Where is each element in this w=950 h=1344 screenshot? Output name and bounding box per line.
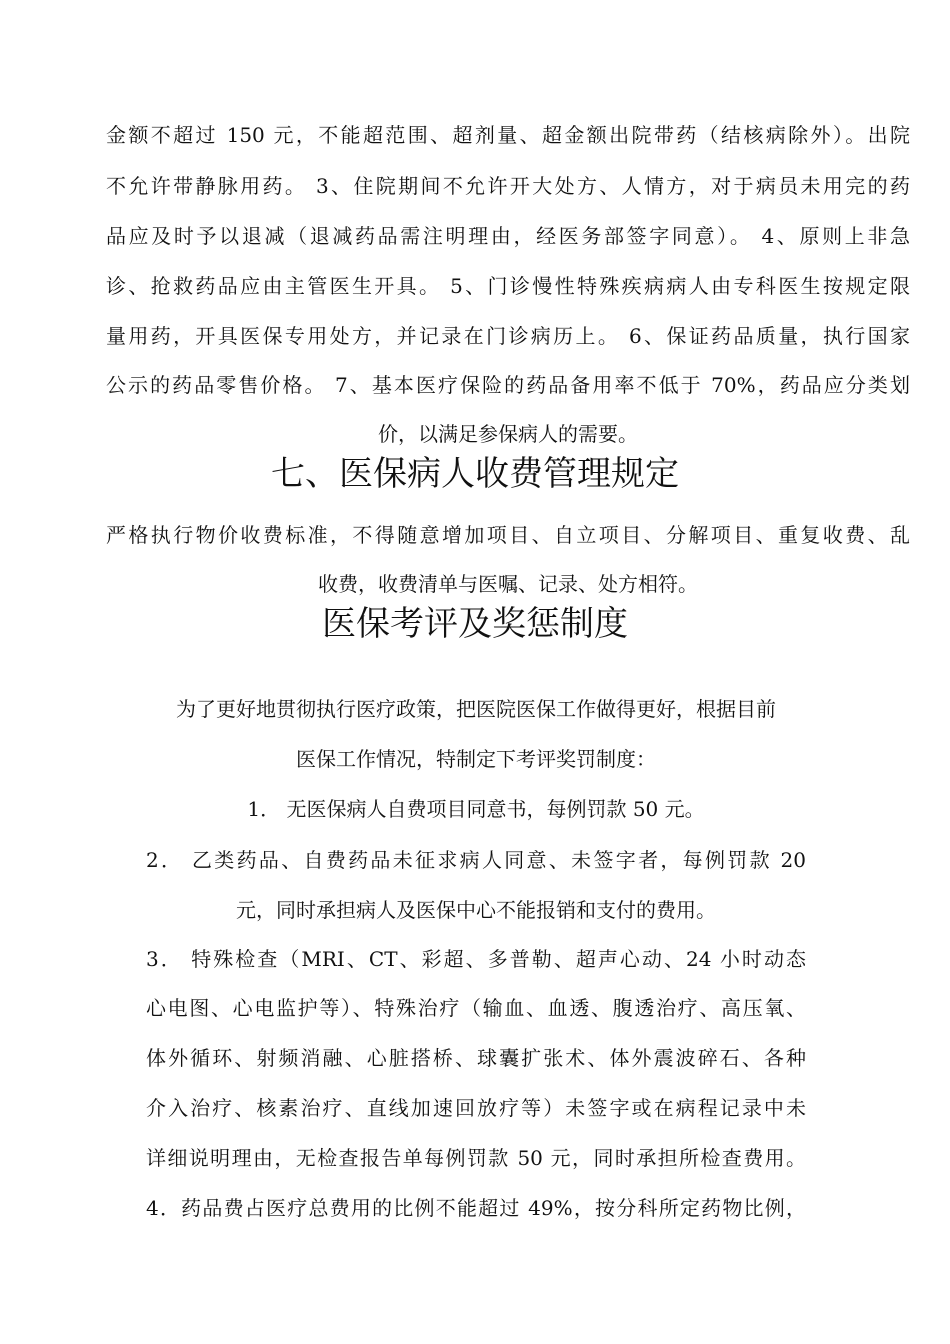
list-item: 3． 特殊检查（MRI、CT、彩超、多普勒、超声心动、24 小时动态 [146, 947, 806, 971]
paragraph-line: 收费，收费清单与医嘱、记录、处方相符。 [318, 572, 698, 596]
paragraph-line: 金额不超过 150 元，不能超范围、超剂量、超金额出院带药（结核病除外）。出院 [106, 123, 910, 147]
paragraph-line: 不允许带静脉用药。 3、住院期间不允许开大处方、人情方，对于病员未用完的药 [106, 174, 910, 198]
document-title: 医保考评及奖惩制度 [322, 604, 628, 644]
paragraph-line: 严格执行物价收费标准，不得随意增加项目、自立项目、分解项目、重复收费、乱 [106, 523, 910, 547]
paragraph-line: 品应及时予以退减（退减药品需注明理由，经医务部签字同意）。 4、原则上非急 [106, 224, 910, 248]
list-item-continuation: 介入治疗、核素治疗、直线加速回放疗等）未签字或在病程记录中未 [146, 1096, 806, 1120]
list-item-continuation: 元，同时承担病人及医保中心不能报销和支付的费用。 [236, 898, 716, 922]
list-item: 1． 无医保病人自费项目同意书，每例罚款 50 元。 [247, 797, 705, 821]
paragraph-line: 价，以满足参保病人的需要。 [378, 422, 638, 446]
paragraph-line: 公示的药品零售价格。 7、基本医疗保险的药品备用率不低于 70%，药品应分类划 [106, 373, 910, 397]
paragraph-line: 诊、抢救药品应由主管医生开具。 5、门诊慢性特殊疾病病人由专科医生按规定限 [106, 274, 910, 298]
list-item-continuation: 心电图、心电监护等）、特殊治疗（输血、血透、腹透治疗、高压氧、 [146, 996, 806, 1020]
list-item: 4．药品费占医疗总费用的比例不能超过 49%，按分科所定药物比例， [146, 1196, 806, 1220]
paragraph-line: 医保工作情况，特制定下考评奖罚制度： [296, 747, 656, 771]
paragraph-line: 量用药，开具医保专用处方，并记录在门诊病历上。 6、保证药品质量，执行国家 [106, 324, 910, 348]
list-item: 2． 乙类药品、自费药品未征求病人同意、未签字者，每例罚款 20 [146, 848, 806, 872]
section-heading: 七、医保病人收费管理规定 [271, 454, 679, 494]
list-item-continuation: 体外循环、射频消融、心脏搭桥、球囊扩张术、体外震波碎石、各种 [146, 1046, 806, 1070]
list-item-continuation: 详细说明理由，无检查报告单每例罚款 50 元，同时承担所检查费用。 [146, 1146, 806, 1170]
paragraph-line: 为了更好地贯彻执行医疗政策，把医院医保工作做得更好，根据目前 [176, 697, 776, 721]
